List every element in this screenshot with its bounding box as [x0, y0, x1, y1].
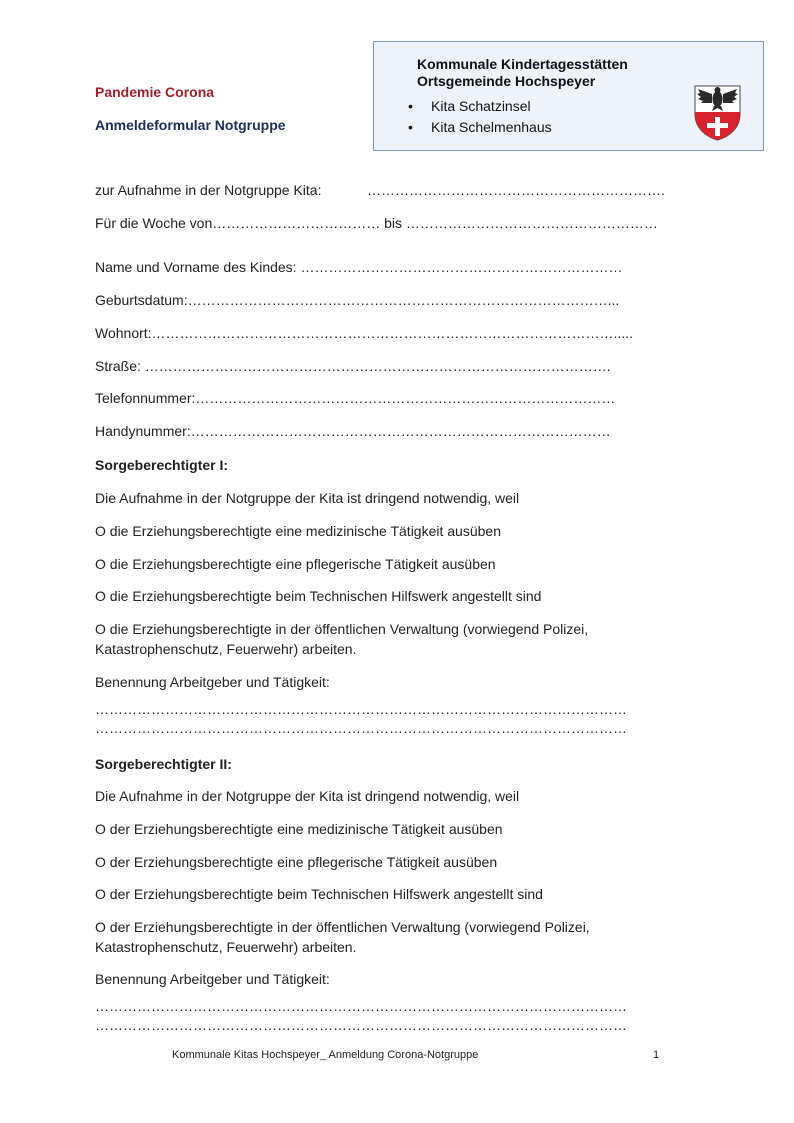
guardian1-heading: Sorgeberechtigter I:: [95, 457, 229, 473]
guardian1-option-administration[interactable]: O die Erziehungsberechtigte in der öffentlichen Verwaltung (vorwiegend Polizei,: [95, 621, 589, 637]
kita-list-item: • Kita Schatzinsel: [408, 98, 531, 114]
coat-of-arms-icon: [690, 84, 745, 141]
topic-heading: Pandemie Corona: [95, 84, 215, 100]
guardian2-option-medical[interactable]: O der Erziehungsberechtigte eine medizinische Tätigkeit ausüben: [95, 821, 503, 837]
kita-field-label: zur Aufnahme in der Notgruppe Kita:: [95, 182, 322, 198]
phone-field[interactable]: Telefonnummer:………………………………………………………………………………: [95, 390, 616, 406]
guardian2-employer-label: Benennung Arbeitgeber und Tätigkeit:: [95, 971, 330, 987]
guardian1-option-administration-cont: Katastrophenschutz, Feuerwehr) arbeiten.: [95, 641, 357, 657]
guardian2-intro: Die Aufnahme in der Notgruppe der Kita ist dringend notwendig, weil: [95, 788, 520, 804]
guardian1-employer-blank[interactable]: ……………………………………………………………………………………………………: [95, 701, 627, 717]
org-municipality: Ortsgemeinde Hochspeyer: [417, 73, 596, 89]
guardian2-heading: Sorgeberechtigter II:: [95, 756, 232, 772]
week-field[interactable]: Für die Woche von……………………………… bis ………………………………………………: [95, 215, 658, 231]
street-field[interactable]: Straße: ……………………………………………………………………………………….: [95, 358, 611, 374]
page-number: 1: [653, 1049, 660, 1061]
guardian2-employer-blank[interactable]: ……………………………………………………………………………………………………: [95, 998, 627, 1014]
guardian1-option-thw[interactable]: O die Erziehungsberechtigte beim Technischen Hilfswerk angestellt sind: [95, 588, 542, 604]
guardian2-option-care[interactable]: O der Erziehungsberechtigte eine pflegerische Tätigkeit ausüben: [95, 854, 498, 870]
guardian1-employer-blank[interactable]: ……………………………………………………………………………………………………: [95, 720, 627, 736]
guardian2-option-administration-cont: Katastrophenschutz, Feuerwehr) arbeiten.: [95, 939, 357, 955]
mobile-field[interactable]: Handynummer:………………………………………………………………………………: [95, 423, 611, 439]
child-name-field[interactable]: Name und Vorname des Kindes: ……………………………………………………………: [95, 259, 623, 275]
organization-box: [373, 41, 764, 151]
kita-field-blank[interactable]: ……………………………………………………….: [367, 182, 665, 198]
bullet-icon: •: [408, 98, 413, 114]
footer-text: Kommunale Kitas Hochspeyer_ Anmeldung Corona-Notgruppe: [172, 1049, 479, 1061]
guardian2-option-administration[interactable]: O der Erziehungsberechtigte in der öffentlichen Verwaltung (vorwiegend Polizei,: [95, 919, 590, 935]
guardian2-employer-blank[interactable]: ……………………………………………………………………………………………………: [95, 1017, 627, 1033]
org-name: Kommunale Kindertagesstätten: [417, 56, 628, 72]
guardian1-employer-label: Benennung Arbeitgeber und Tätigkeit:: [95, 674, 330, 690]
guardian1-intro: Die Aufnahme in der Notgruppe der Kita ist dringend notwendig, weil: [95, 490, 520, 506]
bullet-icon: •: [408, 119, 413, 135]
guardian1-option-medical[interactable]: O die Erziehungsberechtigte eine medizinische Tätigkeit ausüben: [95, 523, 501, 539]
birthdate-field[interactable]: Geburtsdatum:………………………………………………………………………………...: [95, 292, 620, 308]
residence-field[interactable]: Wohnort:……………………………………………………………………………………….....: [95, 325, 633, 341]
kita-list-item: • Kita Schelmenhaus: [408, 119, 552, 135]
guardian2-option-thw[interactable]: O der Erziehungsberechtigte beim Technischen Hilfswerk angestellt sind: [95, 886, 543, 902]
form-title: Anmeldeformular Notgruppe: [95, 117, 286, 133]
guardian1-option-care[interactable]: O die Erziehungsberechtigte eine pflegerische Tätigkeit ausüben: [95, 556, 496, 572]
